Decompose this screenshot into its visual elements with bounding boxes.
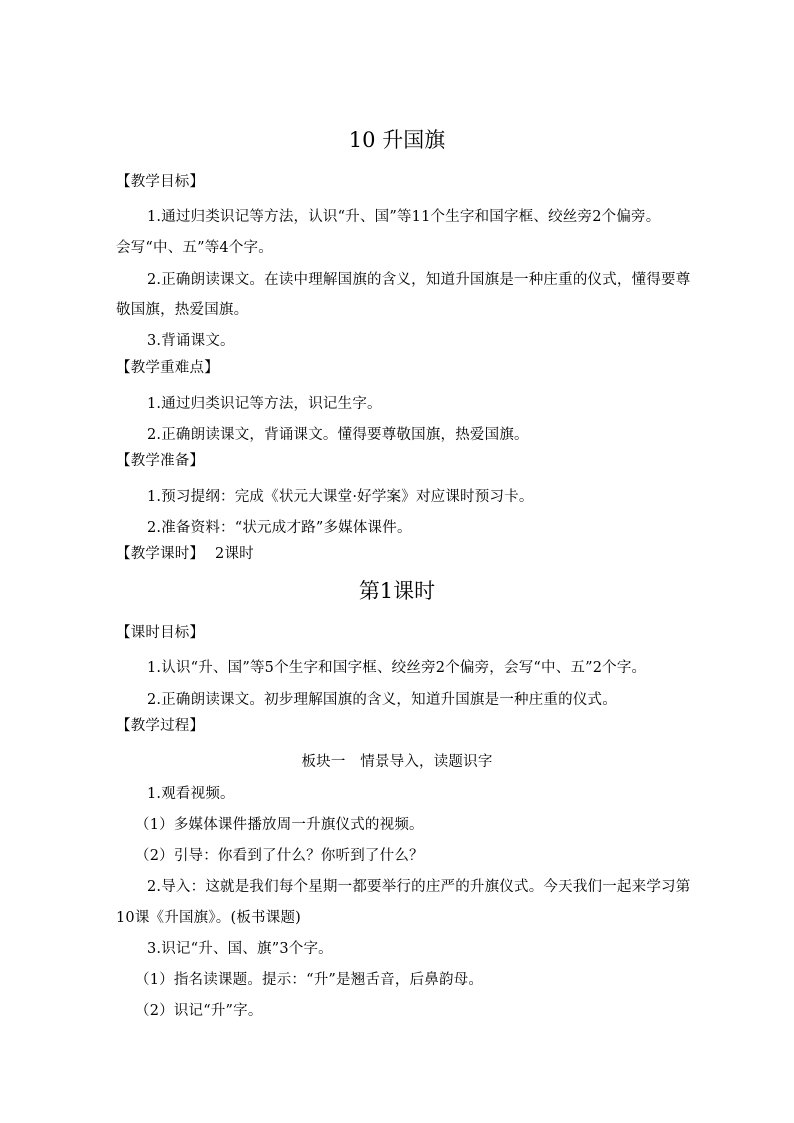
block-1-title: 板块一 情景导入，读题识字: [301, 754, 493, 770]
key-point-1: 1.通过归类识记等方法，识记生字。: [147, 396, 382, 412]
goal-3: 3.背诵课文。: [147, 333, 235, 349]
goal-1-line-1: 1.通过归类识记等方法，认识“升、国”等11个生字和国字框、绞丝旁2个偏旁。: [147, 209, 661, 225]
key-point-2: 2.正确朗读课文，背诵课文。懂得要尊敬国旗，热爱国旗。: [147, 427, 529, 443]
lesson-1-title: 第1课时: [358, 579, 436, 603]
step-3: 3.识记“升、国、旗”3个字。: [147, 941, 333, 957]
preparation-2: 2.准备资料：“状元成才路”多媒体课件。: [147, 520, 412, 536]
step-1-b: （2）引导：你看到了什么？你听到了什么？: [135, 848, 424, 864]
class-periods-heading: 【教学课时】: [116, 546, 205, 562]
goal-1-line-2: 会写“中、五”等4个字。: [116, 240, 273, 256]
lesson-goals-heading: 【课时目标】: [116, 625, 205, 641]
teaching-process-heading: 【教学过程】: [116, 718, 205, 734]
step-3-b: （2）识记“升”字。: [135, 1003, 263, 1019]
key-points-heading: 【教学重难点】: [116, 360, 219, 376]
step-3-a: （1）指名读课题。提示：“升”是翘舌音，后鼻韵母。: [135, 972, 484, 988]
step-1: 1.观看视频。: [147, 786, 235, 802]
step-2-line-2: 10课《升国旗》。(板书课题): [116, 910, 302, 926]
class-periods-value: 2课时: [215, 546, 254, 562]
preparation-heading: 【教学准备】: [116, 453, 205, 469]
step-2-line-1: 2.导入：这就是我们每个星期一都要举行的庄严的升旗仪式。今天我们一起来学习第: [147, 879, 691, 895]
preparation-1: 1.预习提纲：完成《状元大课堂·好学案》对应课时预习卡。: [147, 489, 534, 505]
goal-2-line-2: 敬国旗，热爱国旗。: [116, 302, 249, 318]
step-1-a: （1）多媒体课件播放周一升旗仪式的视频。: [135, 817, 424, 833]
goal-2-line-1: 2.正确朗读课文。在读中理解国旗的含义，知道升国旗是一种庄重的仪式，懂得要尊: [147, 272, 691, 288]
teaching-goals-heading: 【教学目标】: [116, 174, 205, 190]
class-periods-line: [116, 544, 254, 564]
lesson-goal-1: 1.认识“升、国”等5个生字和国字框、绞丝旁2个偏旁，会写“中、五”2个字。: [147, 660, 647, 676]
document-title: 10 升国旗: [348, 128, 446, 152]
lesson-goal-2: 2.正确朗读课文。初步理解国旗的含义，知道升国旗是一种庄重的仪式。: [147, 692, 617, 708]
